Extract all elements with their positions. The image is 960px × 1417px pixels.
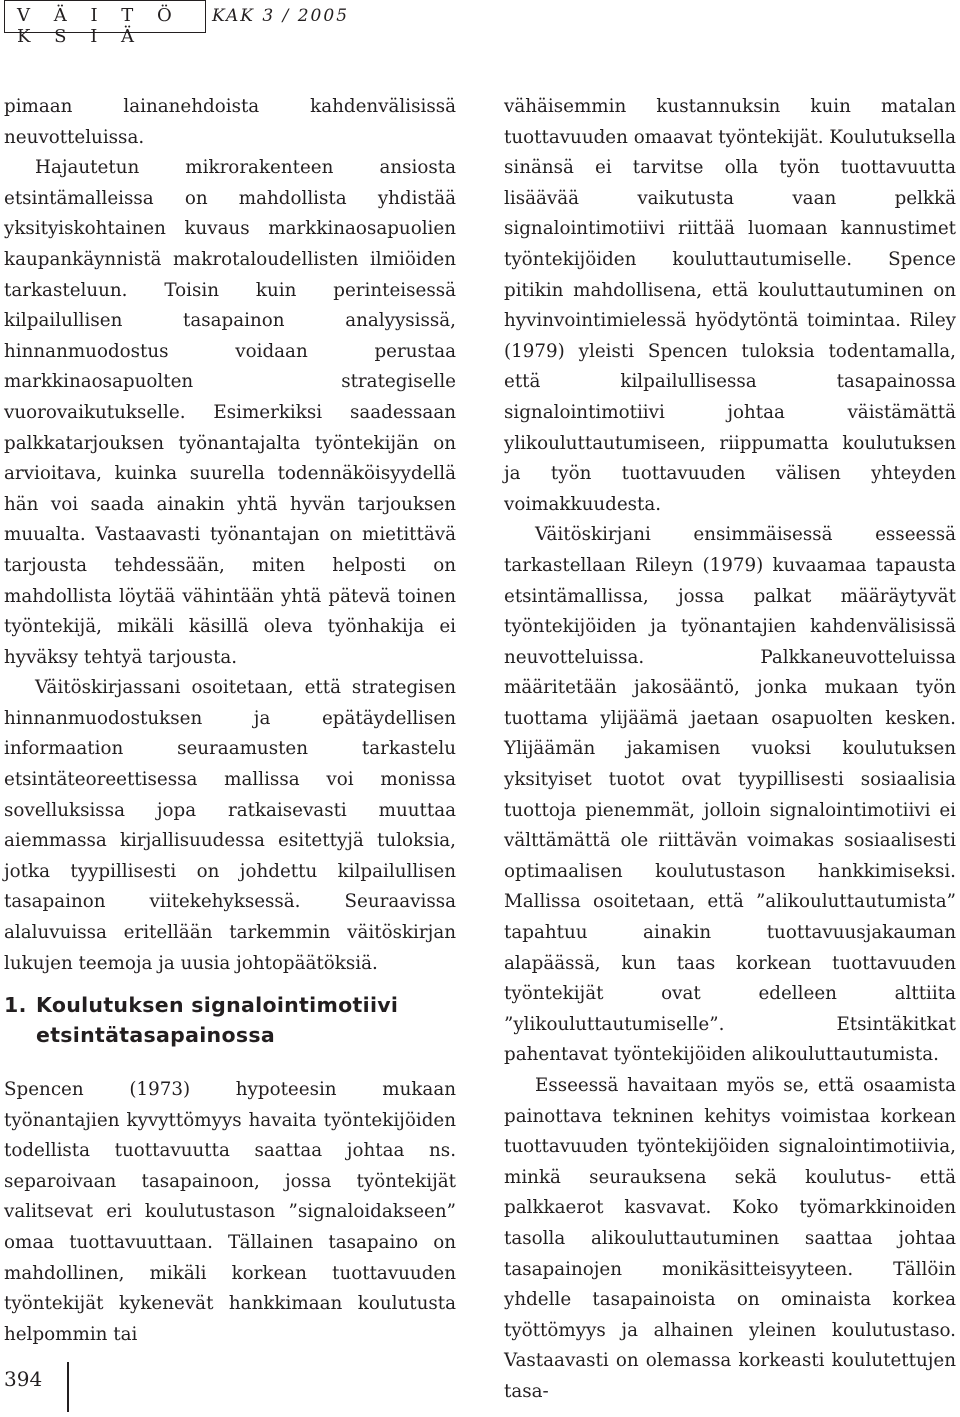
section-heading — [4, 990, 456, 1050]
header-box — [4, 0, 206, 47]
paragraph: Esseessä havaitaan myös se, että osaamista painottava tekninen kehitys voimistaa korkean tuottavuuden työntekijöiden signalointimotiivia, minkä seurauksena sekä koulutus- että palkkaerot kasvavat. Koko työmarkkinoiden tasolla alikouluttautuminen saattaa johtaa tasapainojen monikäsitteisyyteen. Tällöin yhdelle tasapainoista on ominaista korkea työttömyys ja alhainen yleinen koulutustaso. Vastaavasti on olemassa korkeasti koulutettujen tasa- — [504, 1075, 956, 1402]
left-column — [4, 92, 456, 979]
paragraph: Väitöskirjassani osoitetaan, että strategisen hinnanmuodostuksen ja epätäydellisen informaation seuraamusten tarkastelu etsintäteoreettisessa mallissa voi monissa sovelluksissa jopa ratkaisevasti muuttaa aiemmassa kirjallisuudessa esitettyjä tuloksia, jotka tyypillisesti on johdettu kilpailullisen tasapainon viitekehyksessä. Seuraavissa alaluvuissa eritellään tarkemmin väitöskirjan lukujen teemoja ja uusia johtopäätöksiä. — [4, 677, 456, 974]
paragraph: Spencen (1973) hypoteesin mukaan työnantajien kyvyttömyys havaita työntekijöiden todellista tuottavuutta saattaa johtaa ns. separoivaan tasapainoon, jossa työntekijät valitsevat eri koulutustason ”signaloidakseen” omaa tuottavuuttaan. Tällainen tasapaino on mahdollinen, mikäli korkean tuottavuuden työntekijät kykenevät hankkimaan koulutusta helpommin tai — [4, 1079, 456, 1345]
paragraph: vähäisemmin kustannuksin kuin matalan tuottavuuden omaavat työntekijät. Koulutuksella sinänsä ei tarvitse olla työn tuottavuutta lisäävää vaikutusta vaan pelkkä signalointimotiivi riittää luomaan kannustimet työntekijöiden kouluttautumiselle. Spence pitikin mahdollisena, että kouluttautuminen on hyvinvointimielessä hyödytöntä toimintaa. Riley (1979) yleisti Spencen tuloksia todentamalla, että kilpailullisessa tasapainossa signalointimotiivi johtaa väistämättä ylikouluttautumiseen, riippumatta koulutuksen ja työn tuottavuuden välisen yhteyden voimakkuudesta. — [504, 96, 956, 515]
section-body — [4, 1075, 456, 1350]
journal-section-title: V Ä I T Ö K S I Ä — [17, 5, 181, 47]
footer-divider — [67, 1362, 69, 1412]
section-number: 1. — [4, 993, 27, 1017]
paragraph: Hajautetun mikrorakenteen ansiosta etsintämalleissa on mahdollista yhdistää yksityiskohtainen kuvaus markkinaosapuolien kaupankäynnistä makrotaloudellisten ilmiöiden tarkasteluun. Toisin kuin perinteisessä kilpailullisen tasapainon analyysissä, hinnanmuodostus voidaan perustaa markkinaosapuolten strategiselle vuorovaikutukselle. Esimerkiksi saadessaan palkkatarjouksen työnantajalta työntekijän on arvioitava, kuinka suurella todennäköisyydellä hän voi saada ainakin yhtä hyvän tarjouksen muualta. Vastaavasti työnantajan on mietittävä tarjousta tehdessään, miten helposti on mahdollista löytää vähintään yhtä pätevä toinen työntekijä, mikäli käsillä oleva työnhakija ei hyväksy tehtyä tarjousta. — [4, 157, 456, 668]
paragraph: Väitöskirjani ensimmäisessä esseessä tarkastellaan Rileyn (1979) kuvaamaa tapausta etsintämallissa, jossa palkat määräytyvät työntekijöiden ja työnantajien kahdenvälisissä neuvotteluissa. Palkkaneuvotteluissa määritetään jakosääntö, jonka mukaan työn tuottama ylijäämä jaetaan osapuolten kesken. Ylijäämän jakamisen vuoksi koulutuksen yksityiset tuotot ovat tyypillisesti sosiaalisia tuottoja pienemmät, jolloin signalointimotiivi ei välttämättä ole riittävän voimakas sosiaalisesti optimaalisen koulutustason hankkimiseksi. Mallissa osoitetaan, että ”alikouluttautumista” tapahtuu ainakin tuottavuusjakauman alapäässä, kun taas korkean tuottavuuden työntekijät ovat edelleen alttiita ”ylikouluttautumiselle”. Etsintäkitkat pahentavat työntekijöiden alikouluttautumista. — [504, 524, 956, 1066]
section-title-line2: etsintätasapainossa — [36, 1023, 275, 1047]
right-column — [504, 92, 956, 1408]
journal-issue: KAK 3 / 2005 — [212, 6, 350, 26]
page-number: 394 — [4, 1367, 43, 1391]
section-title-line1: Koulutuksen signalointimotiivi — [36, 993, 399, 1017]
paragraph: pimaan lainanehdoista kahdenvälisissä neuvotteluissa. — [4, 96, 456, 148]
